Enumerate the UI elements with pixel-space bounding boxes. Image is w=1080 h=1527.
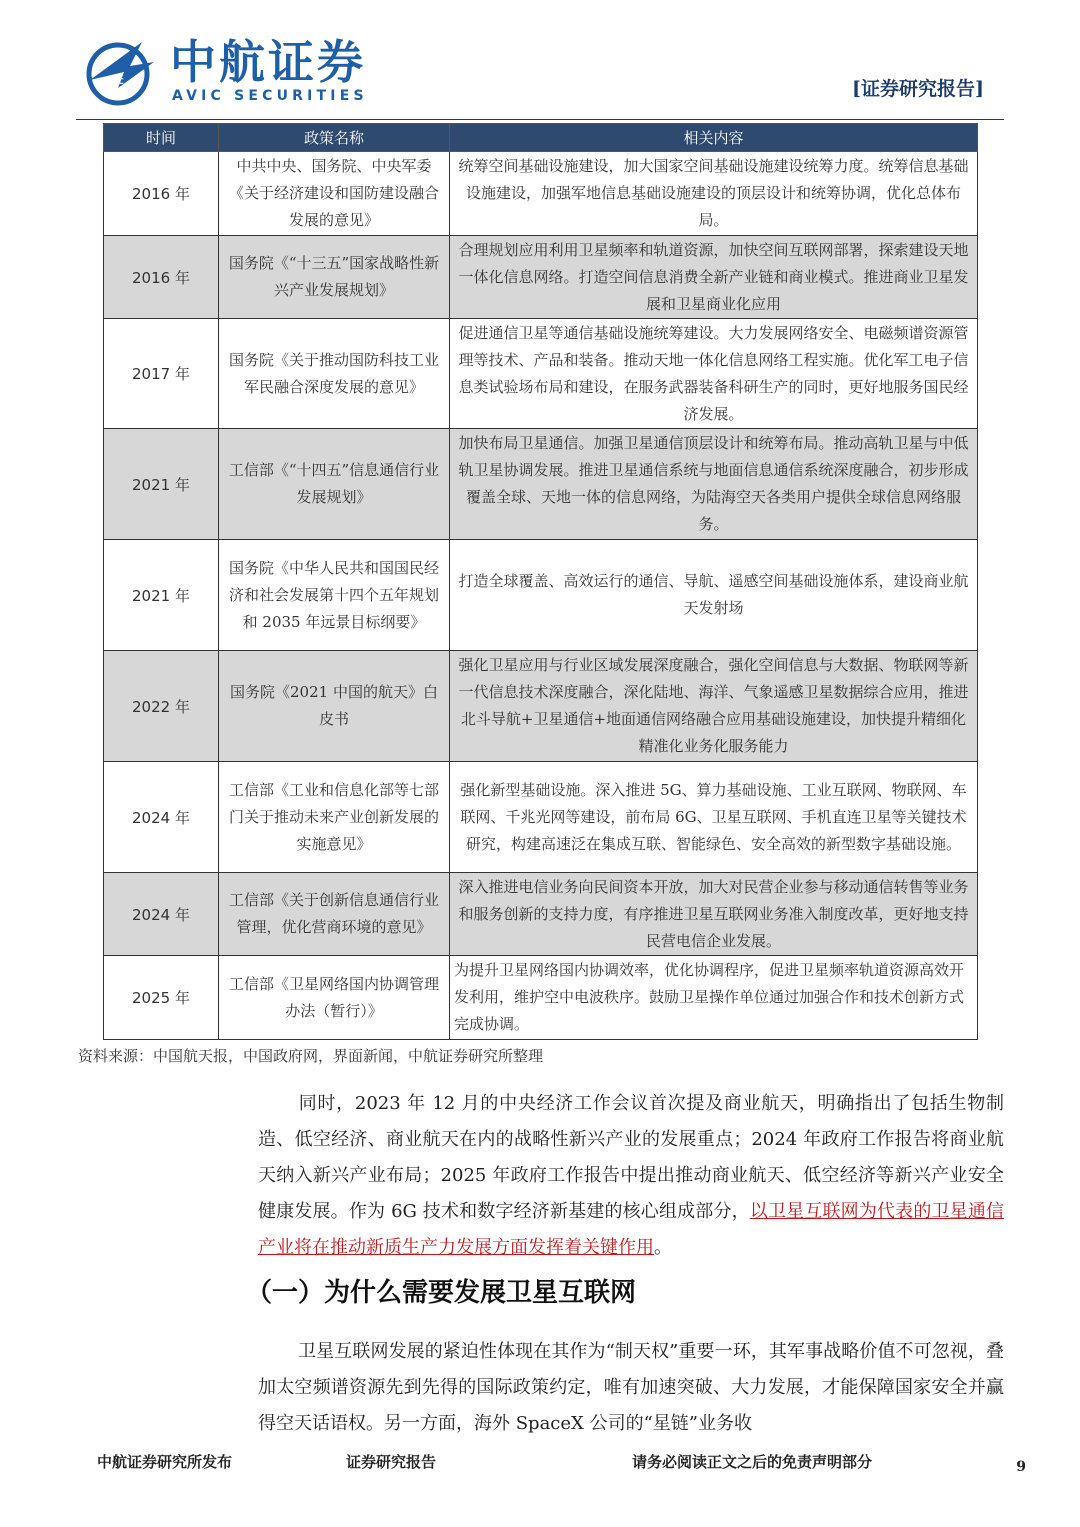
row-year: 2021 年	[104, 540, 219, 651]
table-row	[104, 236, 978, 319]
column-header-content: 相关内容	[450, 124, 978, 152]
footer-publisher: 中航证券研究所发布	[97, 1453, 233, 1471]
row-year: 2016 年	[104, 152, 219, 236]
row-content: 统筹空间基础设施建设，加大国家空间基础设施建设统筹力度。统筹信息基础设施建设，加强军地信息基础设施建设的顶层设计和统筹协调，优化总体布局。	[450, 152, 978, 236]
row-content: 合理规划应用利用卫星频率和轨道资源，加快空间互联网部署，探索建设天地一体化信息网络。打造空间信息消费全新产业链和商业模式。推进商业卫星发展和卫星商业化应用	[450, 236, 978, 319]
body-paragraph-2	[258, 1334, 1004, 1442]
footer-disclaimer-note: 请务必阅读正文之后的免责声明部分	[632, 1453, 873, 1471]
logo-mark-label: AVIC	[103, 77, 124, 86]
row-policy-name: 工信部《卫星网络国内协调管理办法（暂行）》	[219, 956, 450, 1040]
company-logo	[84, 32, 384, 110]
row-year: 2022 年	[104, 651, 219, 762]
row-policy-name: 国务院《关于推动国防科技工业军民融合深度发展的意见》	[219, 319, 450, 429]
paragraph-1-end: 。	[654, 1237, 672, 1258]
footer-report-type: 证券研究报告	[346, 1453, 437, 1471]
paragraph-1-highlight: 以卫星互联网为代表的卫星通信产业将在推动新质生产力发展方面发挥着关键作用	[258, 1201, 1004, 1258]
row-policy-name: 工信部《工业和信息化部等七部门关于推动未来产业创新发展的实施意见》	[219, 762, 450, 873]
avic-logo-icon	[84, 36, 156, 106]
paragraph-1-text: 同时，2023 年 12 月的中央经济工作会议首次提及商业航天，明确指出了包括生物制造、低空经济、商业航天在内的战略性新兴产业的发展重点；2024 年政府工作报告将商业航天纳入新兴产业布局；2025 年政府工作报告中提出推动商业航天、低空经济等新兴产业安全健康发展。作为 6G 技术和数字经济新基建的核心组成部分，	[258, 1093, 1004, 1222]
table-row	[104, 429, 978, 540]
table-source-note: 资料来源：中国航天报，中国政府网，界面新闻，中航证券研究所整理	[78, 1047, 544, 1065]
row-policy-name: 工信部《“十四五”信息通信行业发展规划》	[219, 429, 450, 540]
row-policy-name: 国务院《中华人民共和国国民经济和社会发展第十四个五年规划和 2035 年远景目标纲要》	[219, 540, 450, 651]
row-content: 强化新型基础设施。深入推进 5G、算力基础设施、工业互联网、物联网、车联网、千兆光网等建设，前布局 6G、卫星互联网、手机直连卫星等关键技术研究，构建高速泛在集成互联、智能绿色、安全高效的新型数字基础设施。	[450, 762, 978, 873]
table-header-row	[104, 124, 978, 152]
table-row	[104, 319, 978, 429]
row-content: 打造全球覆盖、高效运行的通信、导航、遥感空间基础设施体系，建设商业航天发射场	[450, 540, 978, 651]
row-year: 2016 年	[104, 236, 219, 319]
table-row	[104, 651, 978, 762]
row-policy-name: 国务院《“十三五”国家战略性新兴产业发展规划》	[219, 236, 450, 319]
row-content: 加快布局卫星通信。加强卫星通信顶层设计和统筹布局。推动高轨卫星与中低轨卫星协调发展。推进卫星通信系统与地面信息通信系统深度融合，初步形成覆盖全球、天地一体的信息网络，为陆海空天各类用户提供全球信息网络服务。	[450, 429, 978, 540]
row-content: 强化卫星应用与行业区域发展深度融合，强化空间信息与大数据、物联网等新一代信息技术深度融合，深化陆地、海洋、气象遥感卫星数据综合应用，推进北斗导航+卫星通信+地面通信网络融合应用基础设施建设，加快提升精细化精准化业务化服务能力	[450, 651, 978, 762]
row-year: 2025 年	[104, 956, 219, 1040]
row-year: 2024 年	[104, 762, 219, 873]
body-paragraph-1	[258, 1086, 1004, 1266]
row-policy-name: 工信部《关于创新信息通信行业管理，优化营商环境的意见》	[219, 873, 450, 956]
table-row	[104, 873, 978, 956]
row-content: 深入推进电信业务向民间资本开放，加大对民营企业参与移动通信转售等业务和服务创新的支持力度，有序推进卫星互联网业务准入制度改革，更好地支持民营电信企业发展。	[450, 873, 978, 956]
row-content: 为提升卫星网络国内协调效率，优化协调程序，促进卫星频率轨道资源高效开发利用，维护空中电波秩序。鼓励卫星操作单位通过加强合作和技术创新方式完成协调。	[450, 956, 978, 1040]
table-row	[104, 956, 978, 1040]
paragraph-2-text: 卫星互联网发展的紧迫性体现在其作为“制天权”重要一环，其军事战略价值不可忽视，叠加太空频谱资源先到先得的国际政策约定，唯有加速突破、大力发展，才能保障国家安全并赢得空天话语权。另一方面，海外 SpaceX 公司的“星链”业务收	[258, 1341, 1004, 1434]
logo-english-name: AVIC SECURITIES	[172, 88, 368, 104]
header-divider	[76, 119, 1004, 120]
table-row	[104, 540, 978, 651]
row-policy-name: 国务院《2021 中国的航天》白皮书	[219, 651, 450, 762]
column-header-time: 时间	[104, 124, 219, 152]
policy-table	[103, 123, 978, 1040]
report-type-tag: [证券研究报告]	[852, 78, 984, 100]
page-number: 9	[1016, 1459, 1026, 1475]
table-row	[104, 152, 978, 236]
row-year: 2021 年	[104, 429, 219, 540]
column-header-policy-name: 政策名称	[219, 124, 450, 152]
row-policy-name: 中共中央、国务院、中央军委《关于经济建设和国防建设融合发展的意见》	[219, 152, 450, 236]
row-year: 2017 年	[104, 319, 219, 429]
row-year: 2024 年	[104, 873, 219, 956]
logo-chinese-name: 中航证券	[170, 35, 366, 89]
row-content: 促进通信卫星等通信基础设施统筹建设。大力发展网络安全、电磁频谱资源管理等技术、产品和装备。推动天地一体化信息网络工程实施。优化军工电子信息类试验场布局和建设，在服务武器装备科研生产的同时，更好地服务国民经济发展。	[450, 319, 978, 429]
table-row	[104, 762, 978, 873]
section-heading: （一）为什么需要发展卫星互联网	[246, 1278, 637, 1308]
